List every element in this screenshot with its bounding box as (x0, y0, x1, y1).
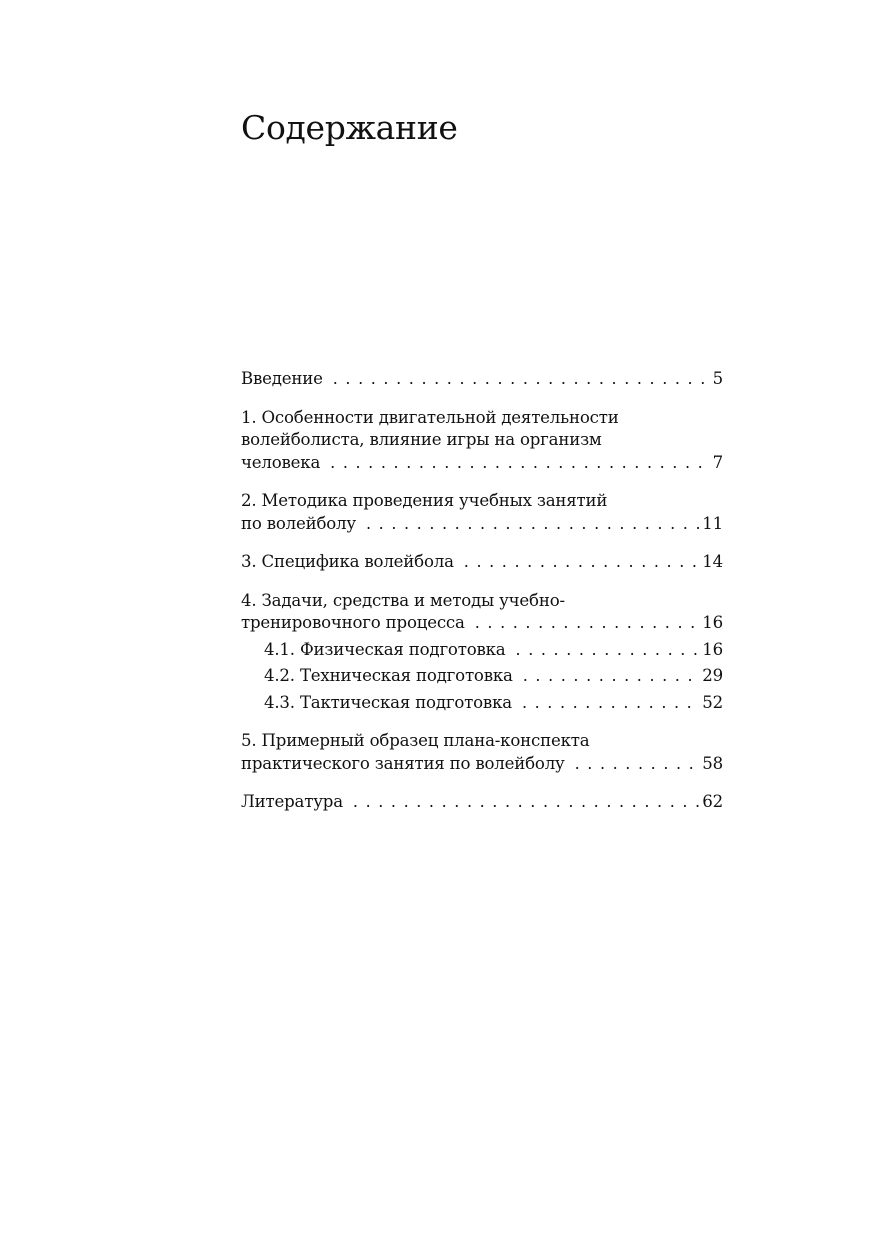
toc-dot-leader (506, 639, 701, 662)
toc-page-number: 5 (712, 369, 723, 388)
toc-entry-chapter-2[interactable] (241, 490, 723, 535)
toc-dot-leader (465, 612, 701, 635)
toc-entry-chapter-1[interactable] (241, 407, 723, 475)
toc-entry-introduction[interactable] (241, 368, 723, 391)
toc-page-number: 52 (702, 692, 723, 712)
toc-dot-leader (454, 551, 701, 574)
toc-entry-label: 5. Примерный образец плана-конспекта (241, 731, 590, 750)
toc-page-number: 62 (702, 792, 723, 811)
table-of-contents (241, 368, 723, 830)
toc-page-number: 14 (702, 552, 723, 571)
toc-dot-leader (513, 665, 701, 688)
toc-entry-chapter-3[interactable] (241, 551, 723, 574)
toc-entry-label: 3. Специфика волейбола (241, 552, 454, 571)
toc-entry-section-4-3[interactable] (241, 692, 723, 715)
toc-entry-section-4-2[interactable] (241, 665, 723, 688)
toc-entry-label: Введение (241, 369, 323, 388)
toc-entry-section-4-1[interactable] (241, 639, 723, 662)
toc-page-number: 16 (702, 639, 723, 659)
toc-dot-leader (323, 368, 711, 391)
toc-dot-leader (343, 791, 700, 814)
toc-dot-leader (512, 692, 700, 715)
toc-dot-leader (565, 753, 701, 776)
toc-page-number: 16 (702, 613, 723, 632)
toc-page-number: 11 (702, 513, 723, 533)
toc-page-number: 7 (712, 452, 723, 472)
toc-entry-label: Литература (241, 792, 343, 811)
toc-entry-literature[interactable] (241, 791, 723, 814)
toc-dot-leader (320, 452, 710, 475)
toc-entry-label: 4.3. Тактическая подготовка (264, 692, 512, 712)
toc-dot-leader (356, 513, 700, 536)
toc-entry-label: волейболиста, влияние игры на организм (241, 430, 602, 449)
page-title: Содержание (241, 108, 458, 147)
toc-entry-label: практического занятия по волейболу (241, 753, 565, 773)
toc-entry-label: по волейболу (241, 513, 356, 533)
toc-entry-label: человека (241, 452, 321, 472)
toc-entry-label: 4. Задачи, средства и методы учебно- (241, 590, 565, 610)
toc-entry-label: 1. Особенности двигательной деятельности (241, 407, 619, 427)
toc-entry-label: 4.1. Физическая подготовка (264, 639, 506, 659)
toc-page-number: 58 (702, 753, 723, 773)
toc-entry-label: тренировочного процесса (241, 613, 465, 632)
toc-entry-chapter-4[interactable] (241, 590, 723, 635)
toc-entry-chapter-5[interactable] (241, 730, 723, 775)
toc-entry-label: 2. Методика проведения учебных занятий (241, 491, 608, 510)
toc-page-number: 29 (702, 666, 723, 685)
toc-entry-label: 4.2. Техническая подготовка (264, 666, 513, 685)
